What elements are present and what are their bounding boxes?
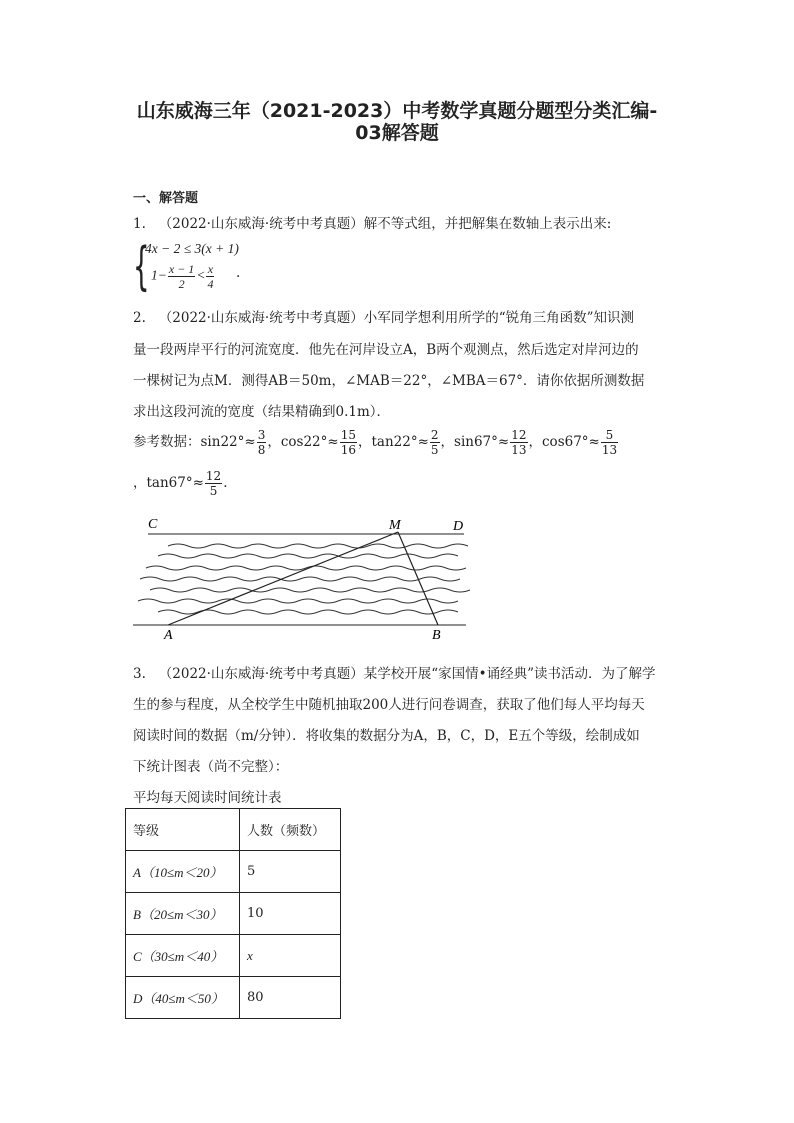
- q3-line3: 阅读时间的数据（m/分钟）．将收集的数据分为A，B，C，D，E五个等级，绘制成如: [133, 728, 640, 744]
- segment-MB: [398, 532, 438, 625]
- q2-line2: 量一段两岸平行的河流宽度．他先在河岸设立A，B两个观测点，然后选定对岸河边的: [133, 342, 639, 358]
- segment-AM: [168, 532, 398, 625]
- q2-reference-data-last: ，tan67°≈ $\frac{12}{5}$ .: [133, 469, 228, 498]
- left-brace: {: [133, 237, 150, 297]
- reading-time-table: [125, 808, 341, 1019]
- q3-table-caption: 平均每天阅读时间统计表: [133, 790, 282, 806]
- q3-line2: 生的参与程度，从全校学生中随机抽取200人进行问卷调查，获取了他们每人平均每天: [133, 697, 645, 713]
- q2-line4: 求出这段河流的宽度（结果精确到0.1m）．: [133, 404, 391, 420]
- q3-line4: 下统计图表（尚不完整）：: [133, 759, 289, 775]
- label-M: M: [389, 518, 401, 533]
- page-title-line1: 山东威海三年（2021-2023）中考数学真题分题型分类汇编-: [136, 100, 658, 122]
- table-header-row: [126, 809, 341, 851]
- q3-source: （2022·山东威海·统考中考真题）: [158, 666, 364, 682]
- table-header: 等级: [126, 809, 240, 851]
- q2-line1: 2. （2022·山东威海·统考中考真题）小军同学想利用所学的“锐角三角函数”知识测: [133, 310, 635, 326]
- q2-line3: 一棵树记为点M．测得AB＝50m，∠MAB＝22°，∠MBA＝67°．请你依据所测数据: [133, 373, 645, 389]
- q1-text: 解不等式组，并把解集在数轴上表示出来:: [363, 216, 612, 232]
- q2-source: （2022·山东威海·统考中考真题）: [158, 310, 364, 326]
- section-heading: 一、解答题: [133, 191, 199, 206]
- table-cell: 80: [240, 977, 341, 1019]
- q1-end: .: [236, 265, 241, 281]
- table-cell: B（20≤m＜30）: [126, 893, 240, 935]
- table-row: [126, 893, 341, 935]
- q1-inequality-2: 1− $\frac{x - 1}{2}$ < $\frac{x}{4}$: [151, 262, 214, 291]
- table-header: 人数（频数）: [240, 809, 341, 851]
- q1-source: （2022·山东威海·统考中考真题）: [158, 216, 364, 232]
- q1-inequality-system: [133, 238, 273, 302]
- q1-stem: [133, 212, 611, 232]
- q1-inequality-1: 4x − 2 ≤ 3(x + 1): [145, 241, 239, 256]
- table-row: [126, 935, 341, 977]
- table-row: [126, 851, 341, 893]
- table-cell: 10: [240, 893, 341, 935]
- page-title-line2: 03解答题: [355, 122, 439, 144]
- table-cell: D（40≤m＜50）: [126, 977, 240, 1019]
- table-cell: C（30≤m＜40）: [126, 935, 240, 977]
- table-cell: A（10≤m＜20）: [126, 851, 240, 893]
- label-C: C: [148, 517, 158, 532]
- label-A: A: [164, 628, 173, 643]
- table-cell: 5: [240, 851, 341, 893]
- q1-number: 1.: [133, 216, 146, 232]
- table-row: [126, 977, 341, 1019]
- q2-reference-data: 参考数据：sin22°≈ $\frac{3}{8}$ ，cos22°≈ $\frac{15}{16}$ ，tan22°≈ $\frac{2}{5}$ ，sin67°≈ $\frac{12}{13}$ ，cos67°≈ $\frac{5}{13}$: [133, 428, 618, 457]
- label-B: B: [432, 628, 441, 643]
- table-cell: x: [240, 935, 341, 977]
- river-figure: [128, 512, 473, 644]
- label-D: D: [453, 519, 464, 534]
- q3-line1: 3. （2022·山东威海·统考中考真题）某学校开展“家国情•诵经典”读书活动．为了解学: [133, 666, 656, 682]
